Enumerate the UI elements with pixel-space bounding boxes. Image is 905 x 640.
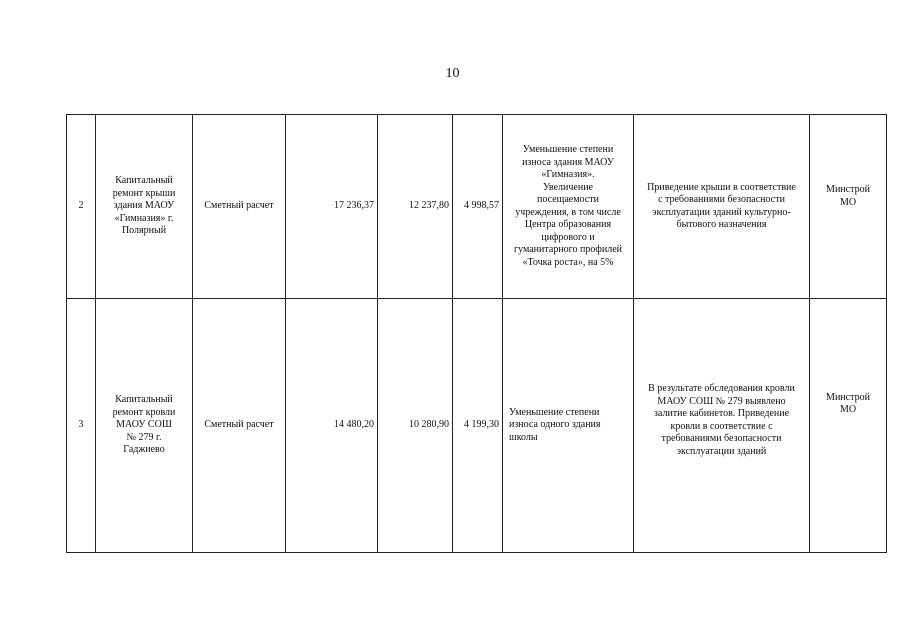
justification: В результате обследования кровли МАОУ СОШ № 279 выявлено залитие кабинетов. Приведение кровли в соответствие с требованиями безопасности эксплуатации зданий bbox=[648, 383, 795, 457]
expected-result: Уменьшение степени износа здания МАОУ «Гимназия». Увеличение посещаемости учреждения, в том числе Центра образования цифрового и гуманитарного профилей «Точка роста», на 5% bbox=[503, 115, 634, 299]
amount-2: 4 199,30 bbox=[453, 299, 503, 553]
row-number: 3 bbox=[67, 299, 96, 553]
justification: Приведение крыши в соответствие с требованиями безопасности эксплуатации зданий культурно- бытового назначения bbox=[634, 115, 810, 299]
expected-result: Уменьшение степени износа одного здания школы bbox=[509, 406, 601, 443]
project-name: Капитальный ремонт крыши здания МАОУ «Гимназия» г. Полярный bbox=[96, 115, 193, 299]
responsible-cell bbox=[810, 115, 887, 299]
total-amount: 17 236,37 bbox=[286, 115, 378, 299]
responsible: Минстрой МО bbox=[826, 184, 870, 208]
row-number: 2 bbox=[67, 115, 96, 299]
amount-1: 12 237,80 bbox=[378, 115, 453, 299]
cost-method: Сметный расчет bbox=[193, 299, 286, 553]
table-row bbox=[67, 115, 887, 299]
page-number: 10 bbox=[445, 66, 460, 81]
projects-table bbox=[66, 114, 887, 553]
expected-result-cell bbox=[503, 299, 634, 553]
total-amount: 14 480,20 bbox=[286, 299, 378, 553]
table-row bbox=[67, 299, 887, 553]
amount-1: 10 280,90 bbox=[378, 299, 453, 553]
project-name: Капитальный ремонт кровли МАОУ СОШ № 279 г. Гаджиево bbox=[96, 299, 193, 553]
amount-2: 4 998,57 bbox=[453, 115, 503, 299]
responsible-cell bbox=[810, 299, 887, 553]
justification-cell bbox=[634, 299, 810, 553]
responsible: Минстрой МО bbox=[826, 391, 870, 415]
cost-method: Сметный расчет bbox=[193, 115, 286, 299]
